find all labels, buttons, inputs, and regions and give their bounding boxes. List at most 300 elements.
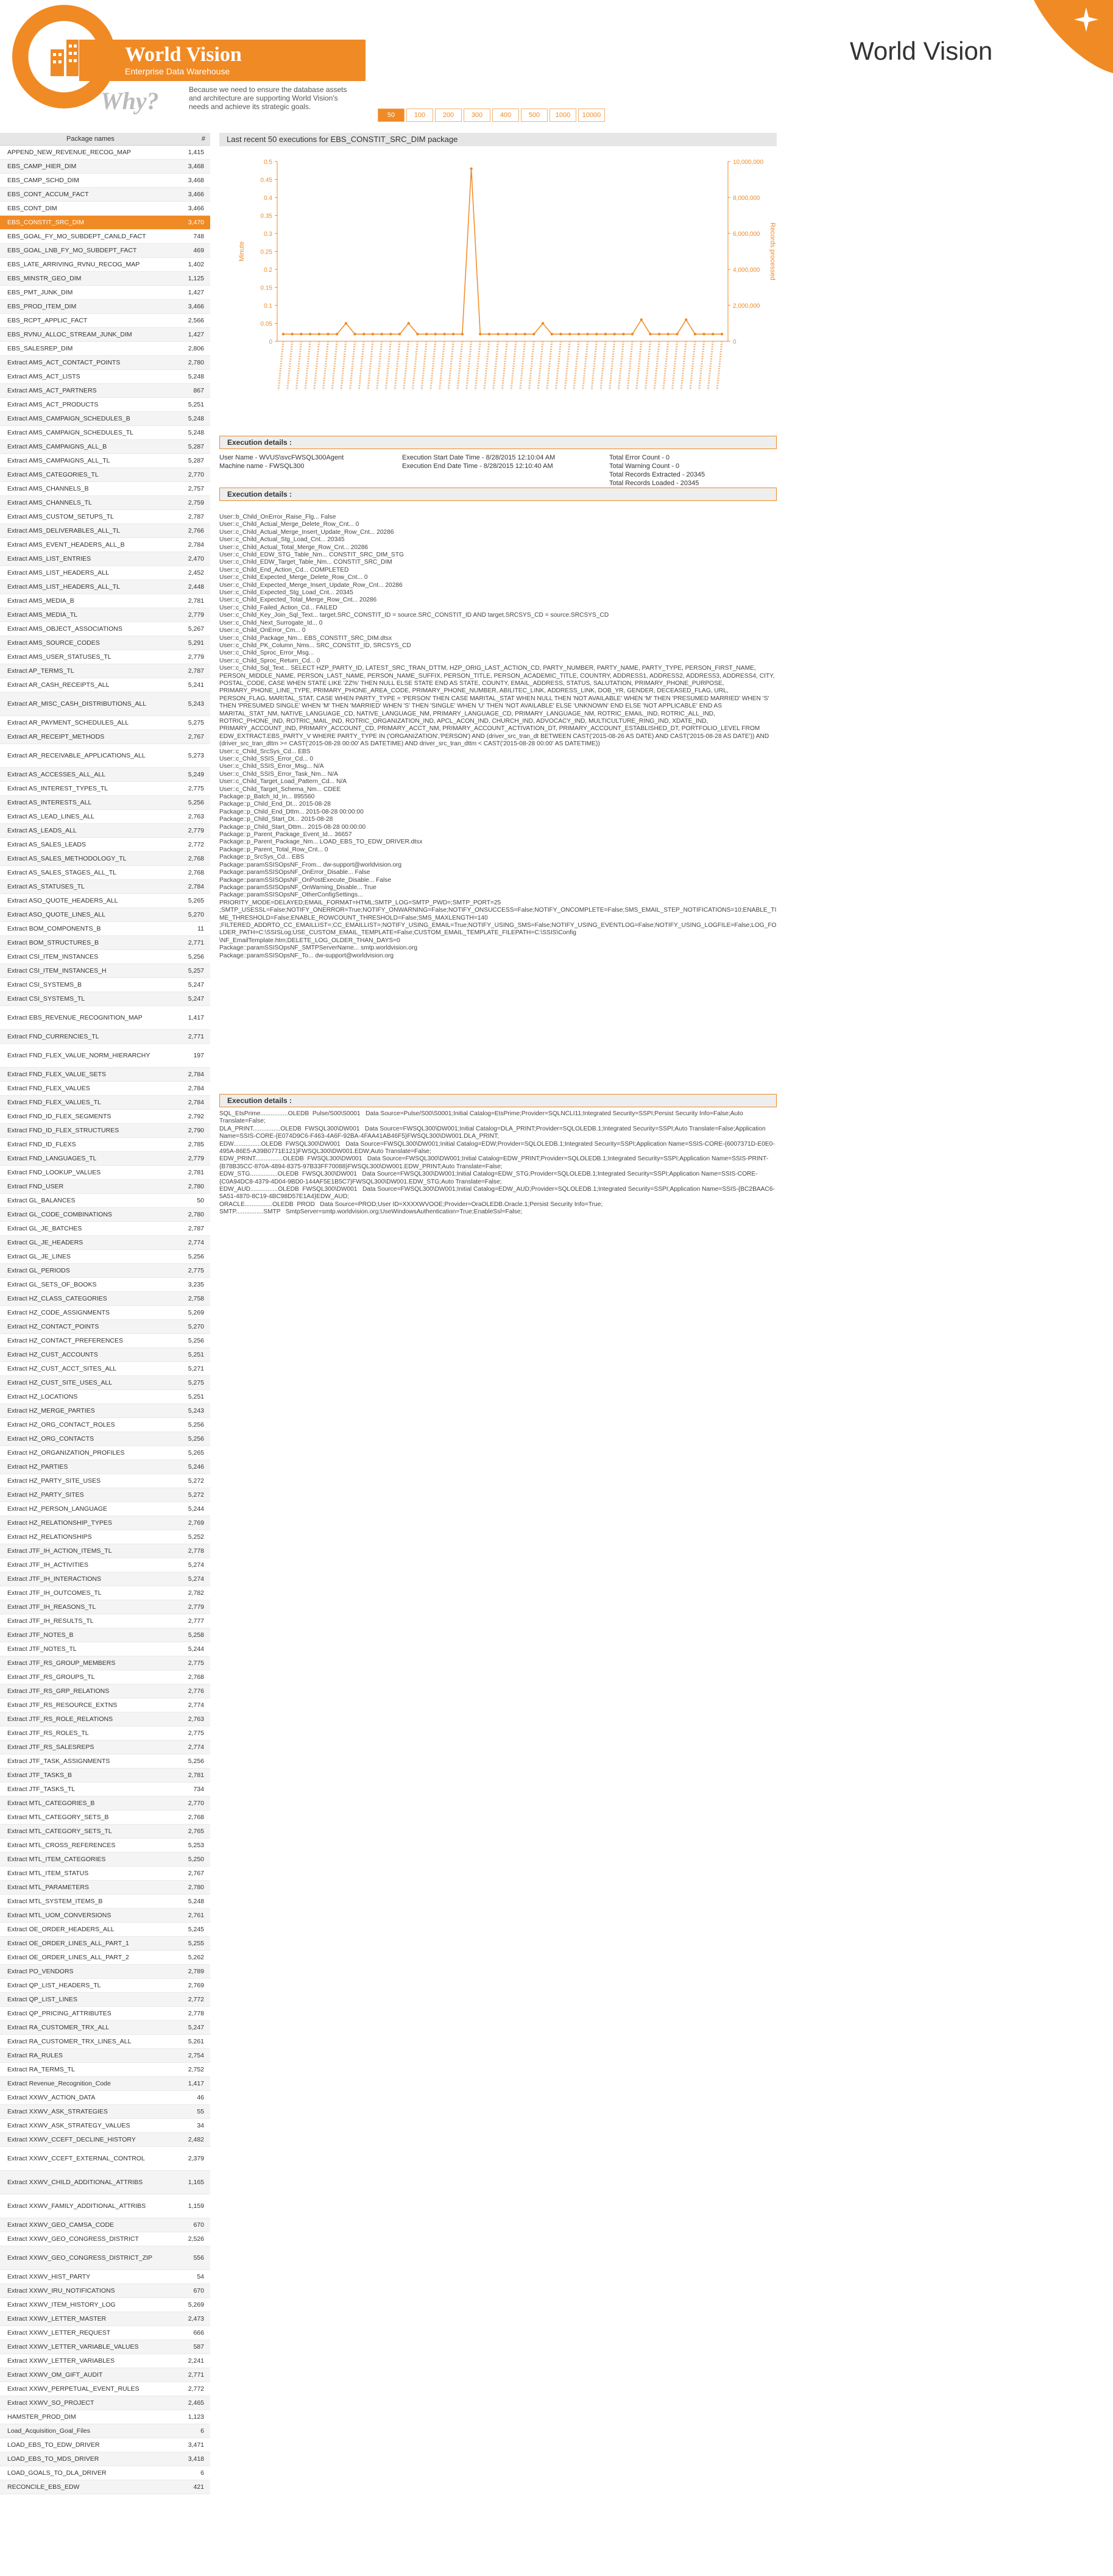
package-name[interactable]: Extract AMS_CHANNELS_TL (7, 499, 92, 506)
col-package-names[interactable]: Package names (66, 135, 115, 143)
package-list-item[interactable] (0, 622, 210, 636)
package-list-item[interactable] (0, 370, 210, 384)
package-name[interactable]: Extract FND_LANGUAGES_TL (7, 1155, 97, 1162)
package-name[interactable]: RECONCILE_EBS_EDW (7, 2483, 80, 2491)
package-name[interactable]: Extract AMS_LIST_HEADERS_ALL (7, 569, 109, 577)
package-name[interactable]: Extract AR_MISC_CASH_DISTRIBUTIONS_ALL (7, 700, 147, 708)
package-name[interactable]: Extract HZ_CUST_ACCOUNTS (7, 1351, 98, 1358)
package-list-item[interactable] (0, 782, 210, 796)
package-list-item[interactable] (0, 1110, 210, 1124)
package-list-item[interactable] (0, 894, 210, 908)
package-list-item[interactable] (0, 454, 210, 468)
package-list-item[interactable] (0, 1937, 210, 1951)
package-list-item[interactable] (0, 1740, 210, 1755)
package-list-item[interactable] (0, 328, 210, 342)
pager-button[interactable]: 10000 (578, 108, 605, 122)
package-name[interactable]: Extract AMS_ACT_PRODUCTS (7, 401, 99, 408)
package-name[interactable]: Extract OE_ORDER_LINES_ALL_PART_1 (7, 1940, 129, 1947)
package-name[interactable]: Extract FND_FLEX_VALUES_TL (7, 1099, 101, 1106)
package-list-item[interactable] (0, 678, 210, 692)
package-name[interactable]: Extract AS_SALES_METHODOLOGY_TL (7, 855, 127, 862)
package-list-item[interactable] (0, 1006, 210, 1030)
package-name[interactable]: Extract XXWV_GEO_CONGRESS_DISTRICT (7, 2235, 139, 2243)
package-name[interactable]: LOAD_EBS_TO_MDS_DRIVER (7, 2455, 99, 2463)
package-list-item[interactable] (0, 1320, 210, 1334)
package-list-item[interactable] (0, 978, 210, 992)
package-list-item[interactable] (0, 1278, 210, 1292)
package-list-item[interactable] (0, 1544, 210, 1558)
pager-button[interactable]: 100 (406, 108, 433, 122)
package-list-item[interactable] (0, 2171, 210, 2195)
package-name[interactable]: Extract JTF_TASK_ASSIGNMENTS (7, 1758, 110, 1765)
package-name[interactable]: Extract HZ_MERGE_PARTIES (7, 1407, 95, 1414)
package-name[interactable]: Extract FND_ID_FLEX_SEGMENTS (7, 1113, 111, 1120)
package-name[interactable]: LOAD_GOALS_TO_DLA_DRIVER (7, 2469, 107, 2477)
package-list-item[interactable] (0, 796, 210, 810)
pager-button[interactable]: 400 (492, 108, 519, 122)
package-name[interactable]: Extract FND_ID_FLEX_STRUCTURES (7, 1127, 119, 1134)
package-name[interactable]: Extract GL_JE_LINES (7, 1253, 71, 1260)
package-list-item[interactable] (0, 1909, 210, 1923)
package-list-item[interactable] (0, 2270, 210, 2284)
package-name[interactable]: Extract JTF_NOTES_B (7, 1631, 74, 1639)
package-list-item[interactable] (0, 580, 210, 594)
package-name[interactable]: Extract XXWV_ASK_STRATEGY_VALUES (7, 2122, 130, 2129)
package-list-item[interactable] (0, 1362, 210, 1376)
package-list-item[interactable] (0, 146, 210, 160)
package-name[interactable]: Extract AS_ACCESSES_ALL_ALL (7, 771, 106, 778)
package-list-item[interactable] (0, 258, 210, 272)
package-list-item[interactable] (0, 468, 210, 482)
package-list-item[interactable] (0, 1264, 210, 1278)
package-list-item[interactable] (0, 384, 210, 398)
package-name[interactable]: EBS_CONT_DIM (7, 205, 57, 212)
package-name[interactable]: Extract JTF_NOTES_TL (7, 1645, 77, 1653)
package-name[interactable]: Extract XXWV_GEO_CONGRESS_DISTRICT_ZIP (7, 2254, 153, 2262)
package-list-item[interactable] (0, 1712, 210, 1726)
package-name[interactable]: Load_Acquisition_Goal_Files (7, 2427, 91, 2435)
package-name[interactable]: Extract AMS_CAMPAIGN_SCHEDULES_B (7, 415, 130, 422)
package-list-item[interactable] (0, 314, 210, 328)
package-list-item[interactable] (0, 1853, 210, 1867)
package-list-item[interactable] (0, 768, 210, 782)
package-list-item[interactable] (0, 1068, 210, 1082)
package-name[interactable]: Extract AMS_MEDIA_TL (7, 611, 77, 619)
package-list-item[interactable] (0, 1600, 210, 1614)
package-name[interactable]: Extract CSI_ITEM_INSTANCES (7, 953, 99, 960)
package-list-item[interactable] (0, 1614, 210, 1628)
package-list-item[interactable] (0, 922, 210, 936)
package-name[interactable]: Extract AMS_CAMPAIGN_SCHEDULES_TL (7, 429, 133, 436)
package-list-item[interactable] (0, 2312, 210, 2326)
package-name[interactable]: Extract FND_ID_FLEXS (7, 1141, 76, 1148)
package-name[interactable]: EBS_GOAL_LNB_FY_MO_SUBDEPT_FACT (7, 247, 137, 254)
package-list-item[interactable] (0, 2147, 210, 2171)
package-list-item[interactable] (0, 1208, 210, 1222)
package-list-item[interactable] (0, 1082, 210, 1096)
package-list-item[interactable] (0, 744, 210, 768)
package-list-item[interactable] (0, 2246, 210, 2270)
package-list-item[interactable] (0, 2077, 210, 2091)
package-name[interactable]: Extract AMS_ACT_LISTS (7, 373, 80, 380)
package-list-item[interactable] (0, 2091, 210, 2105)
package-list-item[interactable] (0, 810, 210, 824)
package-list-item[interactable] (0, 1474, 210, 1488)
package-name[interactable]: Extract MTL_CATEGORY_SETS_TL (7, 1828, 112, 1835)
package-name[interactable]: Extract AMS_CAMPAIGNS_ALL_B (7, 443, 107, 450)
package-name[interactable]: Extract HZ_PARTIES (7, 1463, 68, 1471)
package-list-item[interactable] (0, 356, 210, 370)
package-name[interactable]: Extract RA_RULES (7, 2052, 63, 2059)
package-list-item[interactable] (0, 824, 210, 838)
package-list-item[interactable] (0, 1811, 210, 1825)
package-list-item[interactable] (0, 2452, 210, 2466)
package-name[interactable]: Extract MTL_ITEM_CATEGORIES (7, 1856, 106, 1863)
package-list-item[interactable] (0, 1418, 210, 1432)
package-name[interactable]: Extract RA_CUSTOMER_TRX_ALL (7, 2024, 110, 2031)
package-name[interactable]: Extract CSI_SYSTEMS_B (7, 981, 82, 988)
package-name[interactable]: Extract MTL_CATEGORIES_B (7, 1800, 95, 1807)
package-list-item[interactable] (0, 1236, 210, 1250)
package-list-item[interactable] (0, 1881, 210, 1895)
package-name[interactable]: Extract HZ_CONTACT_POINTS (7, 1323, 99, 1330)
package-list-item[interactable] (0, 426, 210, 440)
package-name[interactable]: Extract XXWV_GEO_CAMSA_CODE (7, 2221, 115, 2229)
package-list-item[interactable] (0, 1951, 210, 1965)
package-list-item[interactable] (0, 188, 210, 202)
pager-button[interactable]: 500 (521, 108, 548, 122)
package-name[interactable]: Extract XXWV_CHILD_ADDITIONAL_ATTRIBS (7, 2179, 143, 2186)
package-list-item[interactable] (0, 1030, 210, 1044)
package-name[interactable]: Extract XXWV_OM_GIFT_AUDIT (7, 2371, 103, 2379)
pager-button[interactable]: 300 (464, 108, 490, 122)
package-list-item[interactable] (0, 1306, 210, 1320)
package-list-item[interactable] (0, 1138, 210, 1152)
col-count[interactable]: # (201, 135, 205, 143)
package-list-item[interactable] (0, 1558, 210, 1572)
package-name[interactable]: Extract MTL_CATEGORY_SETS_B (7, 1814, 109, 1821)
package-name[interactable]: Extract XXWV_ASK_STRATEGIES (7, 2108, 108, 2115)
package-list-item[interactable] (0, 1825, 210, 1839)
package-list-item[interactable] (0, 160, 210, 174)
package-list-item[interactable] (0, 650, 210, 664)
package-name[interactable]: Extract AMS_LIST_ENTRIES (7, 555, 91, 562)
package-list-item[interactable] (0, 1726, 210, 1740)
package-list-item[interactable] (0, 716, 210, 730)
package-list-item[interactable] (0, 272, 210, 286)
package-name[interactable]: Extract JTF_IH_ACTIVITIES (7, 1561, 89, 1569)
package-name[interactable]: Extract QP_LIST_HEADERS_TL (7, 1982, 101, 1989)
package-list-item[interactable] (0, 1096, 210, 1110)
package-name[interactable]: Extract AMS_CUSTOM_SETUPS_TL (7, 513, 114, 520)
package-list-item[interactable] (0, 496, 210, 510)
package-list-item[interactable] (0, 1502, 210, 1516)
package-name[interactable]: Extract XXWV_LETTER_MASTER (7, 2315, 107, 2322)
package-name[interactable]: Extract JTF_IH_OUTCOMES_TL (7, 1589, 102, 1597)
package-name[interactable]: EBS_LATE_ARRIVING_RVNU_RECOG_MAP (7, 261, 140, 268)
package-name[interactable]: Extract XXWV_CCEFT_EXTERNAL_CONTROL (7, 2155, 145, 2162)
package-name[interactable]: Extract GL_JE_HEADERS (7, 1239, 83, 1246)
package-name[interactable]: Extract XXWV_IRU_NOTIFICATIONS (7, 2287, 115, 2294)
package-name[interactable]: Extract HZ_CUST_SITE_USES_ALL (7, 1379, 113, 1386)
package-name[interactable]: Extract JTF_RS_GROUP_MEMBERS (7, 1659, 116, 1667)
package-name[interactable]: Extract RA_TERMS_TL (7, 2066, 75, 2073)
package-list-item[interactable] (0, 730, 210, 744)
package-name[interactable]: APPEND_NEW_REVENUE_RECOG_MAP (7, 149, 132, 156)
package-name[interactable]: EBS_MINSTR_GEO_DIM (7, 275, 82, 282)
package-list-item[interactable] (0, 852, 210, 866)
exec-connections-header[interactable]: Execution details : (219, 1094, 777, 1107)
package-list-item[interactable] (0, 2133, 210, 2147)
package-name[interactable]: Extract AMS_CAMPAIGNS_ALL_TL (7, 457, 110, 464)
package-list-item[interactable] (0, 1516, 210, 1530)
package-name[interactable]: Extract XXWV_HIST_PARTY (7, 2273, 91, 2280)
package-name[interactable]: Extract CSI_SYSTEMS_TL (7, 995, 85, 1002)
package-list-item[interactable] (0, 1769, 210, 1783)
package-name[interactable]: Extract XXWV_FAMILY_ADDITIONAL_ATTRIBS (7, 2202, 146, 2210)
package-list-item[interactable] (0, 866, 210, 880)
package-list-item[interactable] (0, 2326, 210, 2340)
package-name[interactable]: Extract HZ_ORG_CONTACTS (7, 1435, 94, 1442)
package-list-item[interactable] (0, 2021, 210, 2035)
package-list-item[interactable] (0, 1698, 210, 1712)
package-name[interactable]: Extract FND_USER (7, 1183, 64, 1190)
package-name[interactable]: Extract MTL_ITEM_STATUS (7, 1870, 89, 1877)
package-list-item[interactable] (0, 1460, 210, 1474)
package-name[interactable]: Extract GL_JE_BATCHES (7, 1225, 82, 1232)
package-list-item[interactable] (0, 2105, 210, 2119)
package-list-item[interactable] (0, 1250, 210, 1264)
package-name[interactable]: Extract AS_SALES_STAGES_ALL_TL (7, 869, 116, 876)
package-list-item[interactable] (0, 398, 210, 412)
package-list-item[interactable] (0, 2298, 210, 2312)
package-name[interactable]: Extract JTF_IH_INTERACTIONS (7, 1575, 102, 1583)
package-name[interactable]: Extract MTL_CROSS_REFERENCES (7, 1842, 116, 1849)
pager-button[interactable]: 50 (378, 108, 405, 122)
package-list-item[interactable] (0, 664, 210, 678)
package-list-item[interactable] (0, 2232, 210, 2246)
package-list-item[interactable] (0, 2049, 210, 2063)
package-name[interactable]: Extract HZ_CLASS_CATEGORIES (7, 1295, 107, 1302)
package-list-item[interactable] (0, 2410, 210, 2424)
package-name[interactable]: Extract ASO_QUOTE_LINES_ALL (7, 911, 106, 918)
package-list-item[interactable] (0, 440, 210, 454)
package-list-item[interactable] (0, 412, 210, 426)
package-name[interactable]: Extract GL_CODE_COMBINATIONS (7, 1211, 112, 1218)
package-list-item[interactable] (0, 1166, 210, 1180)
package-list-item[interactable] (0, 608, 210, 622)
package-name[interactable]: Extract AR_CASH_RECEIPTS_ALL (7, 681, 110, 689)
package-list-item[interactable] (0, 202, 210, 216)
package-list-item[interactable] (0, 1642, 210, 1656)
package-name[interactable]: Extract XXWV_LETTER_VARIABLE_VALUES (7, 2343, 139, 2351)
package-name[interactable]: Extract JTF_RS_GRP_RELATIONS (7, 1687, 110, 1695)
package-name[interactable]: Extract AMS_CATEGORIES_TL (7, 471, 99, 478)
package-name[interactable]: Extract JTF_RS_ROLES_TL (7, 1730, 89, 1737)
package-list-item[interactable] (0, 950, 210, 964)
package-name[interactable]: Extract HZ_CODE_ASSIGNMENTS (7, 1309, 110, 1316)
package-name[interactable]: Extract EBS_REVENUE_RECOGNITION_MAP (7, 1014, 143, 1021)
package-name[interactable]: Extract AMS_ACT_PARTNERS (7, 387, 97, 394)
package-name[interactable]: Extract AP_TERMS_TL (7, 667, 74, 675)
package-name[interactable]: Extract FND_CURRENCIES_TL (7, 1033, 99, 1040)
package-name[interactable]: Extract FND_FLEX_VALUE_NORM_HIERARCHY (7, 1052, 150, 1059)
package-list-item[interactable] (0, 1044, 210, 1068)
exec-variables-header[interactable]: Execution details : (219, 488, 777, 501)
package-list-item[interactable] (0, 2466, 210, 2480)
package-list-item[interactable] (0, 2119, 210, 2133)
package-name[interactable]: Extract AS_SALES_LEADS (7, 841, 86, 848)
package-name[interactable]: EBS_GOAL_FY_MO_SUBDEPT_CANLD_FACT (7, 233, 146, 240)
package-name[interactable]: EBS_PROD_ITEM_DIM (7, 303, 77, 310)
package-name[interactable]: Extract XXWV_LETTER_VARIABLES (7, 2357, 115, 2365)
package-name[interactable]: Extract HZ_PERSON_LANGUAGE (7, 1505, 107, 1513)
package-name[interactable]: Extract Revenue_Recognition_Code (7, 2080, 111, 2087)
package-name[interactable]: Extract QP_LIST_LINES (7, 1996, 77, 2003)
package-list-item[interactable] (0, 636, 210, 650)
package-list-item[interactable] (0, 1488, 210, 1502)
package-list-item[interactable] (0, 2284, 210, 2298)
package-list-item[interactable] (0, 1530, 210, 1544)
package-list-item[interactable] (0, 2396, 210, 2410)
package-name[interactable]: Extract AMS_USER_STATUSES_TL (7, 653, 111, 661)
package-name[interactable]: Extract AS_LEADS_ALL (7, 827, 77, 834)
package-name[interactable]: Extract HZ_CUST_ACCT_SITES_ALL (7, 1365, 117, 1372)
package-list-item[interactable] (0, 342, 210, 356)
package-list-item[interactable] (0, 2195, 210, 2218)
package-list-item[interactable] (0, 300, 210, 314)
package-name[interactable]: Extract AMS_EVENT_HEADERS_ALL_B (7, 541, 125, 548)
package-name[interactable]: Extract XXWV_SO_PROJECT (7, 2399, 94, 2407)
package-name[interactable]: Extract JTF_IH_RESULTS_TL (7, 1617, 94, 1625)
package-name[interactable]: Extract AMS_OBJECT_ASSOCIATIONS (7, 625, 122, 633)
package-list-item[interactable] (0, 1895, 210, 1909)
package-list-item[interactable] (0, 692, 210, 716)
package-name[interactable]: EBS_CONT_ACCUM_FACT (7, 191, 89, 198)
package-list-item[interactable] (0, 964, 210, 978)
package-name[interactable]: Extract XXWV_LETTER_REQUEST (7, 2329, 111, 2336)
package-name[interactable]: Extract AS_INTEREST_TYPES_TL (7, 785, 108, 792)
package-name[interactable]: Extract AMS_SOURCE_CODES (7, 639, 100, 647)
package-list-item[interactable] (0, 1194, 210, 1208)
package-name[interactable]: Extract AMS_LIST_HEADERS_ALL_TL (7, 583, 120, 591)
package-name[interactable]: Extract JTF_RS_RESOURCE_EXTNS (7, 1701, 118, 1709)
package-name[interactable]: Extract AS_STATUSES_TL (7, 883, 85, 890)
package-name[interactable]: Extract HZ_CONTACT_PREFERENCES (7, 1337, 123, 1344)
package-name[interactable]: Extract FND_LOOKUP_VALUES (7, 1169, 101, 1176)
package-name[interactable]: Extract BOM_STRUCTURES_B (7, 939, 99, 946)
package-name[interactable]: Extract AMS_CHANNELS_B (7, 485, 89, 492)
package-list-item[interactable] (0, 1586, 210, 1600)
package-name[interactable]: EBS_CAMP_SCHD_DIM (7, 177, 79, 184)
package-list-item[interactable] (0, 1670, 210, 1684)
package-list-item[interactable] (0, 2368, 210, 2382)
package-name[interactable]: Extract XXWV_CCEFT_DECLINE_HISTORY (7, 2136, 136, 2143)
package-name[interactable]: Extract JTF_RS_GROUPS_TL (7, 1673, 95, 1681)
package-list-item[interactable] (0, 1797, 210, 1811)
package-list-item[interactable] (0, 1923, 210, 1937)
package-name[interactable]: Extract XXWV_ITEM_HISTORY_LOG (7, 2301, 116, 2308)
package-list-item[interactable] (0, 594, 210, 608)
package-list-item[interactable] (0, 1783, 210, 1797)
package-list-item[interactable] (0, 566, 210, 580)
package-name[interactable]: Extract GL_BALANCES (7, 1197, 76, 1204)
package-name[interactable]: Extract HZ_RELATIONSHIPS (7, 1533, 92, 1541)
package-name[interactable]: EBS_RCPT_APPLIC_FACT (7, 317, 88, 324)
package-name[interactable]: Extract AMS_ACT_CONTACT_POINTS (7, 359, 121, 366)
package-name[interactable]: LOAD_EBS_TO_EDW_DRIVER (7, 2441, 100, 2449)
package-name[interactable]: Extract FND_FLEX_VALUE_SETS (7, 1071, 107, 1078)
package-name[interactable]: Extract AR_RECEIVABLE_APPLICATIONS_ALL (7, 752, 146, 759)
package-list-item[interactable] (0, 174, 210, 188)
pager-button[interactable]: 1000 (549, 108, 576, 122)
package-name[interactable]: Extract AR_RECEIPT_METHODS (7, 733, 105, 740)
package-list-item[interactable] (0, 510, 210, 524)
package-list-item[interactable] (0, 1965, 210, 1979)
pager-button[interactable]: 200 (435, 108, 462, 122)
package-name[interactable]: Extract JTF_RS_ROLE_RELATIONS (7, 1716, 113, 1723)
package-list-item[interactable] (0, 524, 210, 538)
package-name[interactable]: Extract JTF_RS_SALESREPS (7, 1744, 94, 1751)
package-list-item[interactable] (0, 1979, 210, 1993)
package-list-item[interactable] (0, 1390, 210, 1404)
package-name[interactable]: Extract JTF_TASKS_B (7, 1772, 72, 1779)
package-list-item[interactable] (0, 2424, 210, 2438)
package-list-item[interactable] (0, 1348, 210, 1362)
package-list-item[interactable] (0, 1993, 210, 2007)
package-list-item[interactable] (0, 2382, 210, 2396)
package-list-item[interactable] (0, 1572, 210, 1586)
package-name[interactable]: Extract AMS_DELIVERABLES_ALL_TL (7, 527, 121, 534)
package-name[interactable]: Extract PO_VENDORS (7, 1968, 74, 1975)
package-list-item[interactable] (0, 1124, 210, 1138)
package-list-item[interactable] (0, 216, 210, 230)
package-name[interactable]: Extract GL_PERIODS (7, 1267, 70, 1274)
package-name[interactable]: Extract HZ_ORGANIZATION_PROFILES (7, 1449, 125, 1457)
package-list-item[interactable] (0, 1446, 210, 1460)
package-list-item[interactable] (0, 1867, 210, 1881)
package-list-item[interactable] (0, 838, 210, 852)
package-name[interactable]: Extract MTL_PARAMETERS (7, 1884, 89, 1891)
package-list-item[interactable] (0, 1839, 210, 1853)
package-name[interactable]: Extract JTF_TASKS_TL (7, 1786, 76, 1793)
package-list-item[interactable] (0, 230, 210, 244)
package-name[interactable]: Extract AS_LEAD_LINES_ALL (7, 813, 94, 820)
package-name[interactable]: Extract HZ_ORG_CONTACT_ROLES (7, 1421, 115, 1428)
package-name[interactable]: Extract MTL_UOM_CONVERSIONS (7, 1912, 111, 1919)
package-list-item[interactable] (0, 552, 210, 566)
package-name[interactable]: Extract AMS_MEDIA_B (7, 597, 74, 605)
package-list-item[interactable] (0, 1376, 210, 1390)
package-name[interactable]: Extract HZ_RELATIONSHIP_TYPES (7, 1519, 112, 1527)
package-name[interactable]: Extract HZ_PARTY_SITES (7, 1491, 84, 1499)
package-list-item[interactable] (0, 880, 210, 894)
package-name[interactable]: Extract QP_PRICING_ATTRIBUTES (7, 2010, 111, 2017)
package-list-item[interactable] (0, 1404, 210, 1418)
package-name[interactable]: Extract FND_FLEX_VALUES (7, 1085, 90, 1092)
package-list-item[interactable] (0, 992, 210, 1006)
package-name[interactable]: Extract CSI_ITEM_INSTANCES_H (7, 967, 107, 974)
package-name[interactable]: Extract OE_ORDER_HEADERS_ALL (7, 1926, 115, 1933)
package-name[interactable]: Extract JTF_IH_ACTION_ITEMS_TL (7, 1547, 112, 1555)
package-name[interactable]: Extract RA_CUSTOMER_TRX_LINES_ALL (7, 2038, 132, 2045)
package-name[interactable]: Extract HZ_LOCATIONS (7, 1393, 78, 1400)
package-name[interactable]: Extract HZ_PARTY_SITE_USES (7, 1477, 101, 1485)
package-list-item[interactable] (0, 936, 210, 950)
package-list-item[interactable] (0, 2340, 210, 2354)
exec-details-header[interactable]: Execution details : (219, 436, 777, 449)
package-list-item[interactable] (0, 1180, 210, 1194)
